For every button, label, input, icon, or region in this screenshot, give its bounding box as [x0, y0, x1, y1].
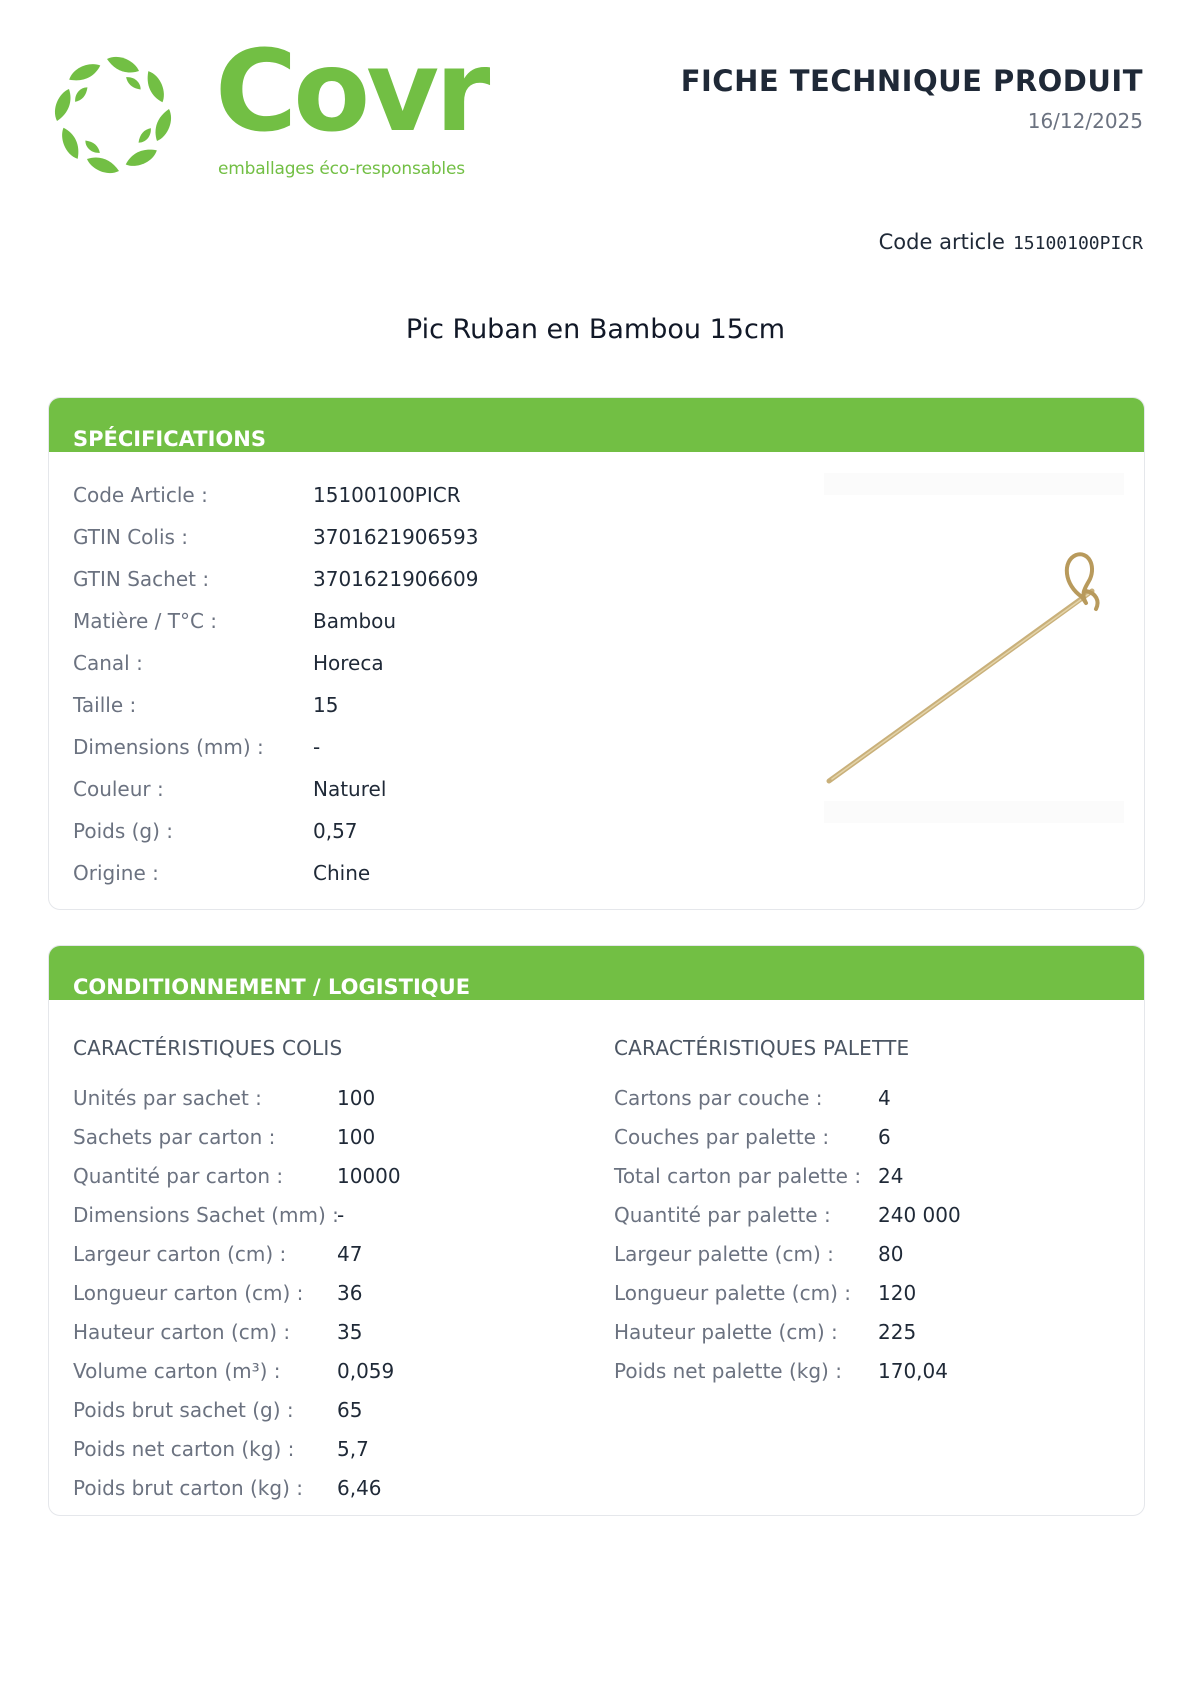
palette-row — [614, 1242, 1134, 1281]
colis-row — [73, 1203, 593, 1242]
colis-row — [73, 1398, 593, 1437]
palette-row — [614, 1281, 1134, 1320]
colis-label: Dimensions Sachet (mm) : — [73, 1203, 339, 1227]
specifications-header — [49, 398, 1144, 452]
spec-value: 15 — [313, 693, 339, 717]
company-logo — [48, 27, 488, 190]
spec-row — [73, 777, 673, 819]
palette-value: 4 — [878, 1086, 891, 1110]
colis-value: 0,059 — [337, 1359, 395, 1383]
spec-row — [73, 693, 673, 735]
palette-value: 80 — [878, 1242, 904, 1266]
spec-row — [73, 651, 673, 693]
palette-label: Hauteur palette (cm) : — [614, 1320, 838, 1344]
colis-value: 10000 — [337, 1164, 401, 1188]
colis-value: 100 — [337, 1125, 376, 1149]
specifications-heading: SPÉCIFICATIONS — [73, 427, 266, 451]
spec-label: Code Article : — [73, 483, 208, 507]
bamboo-pick-image — [824, 473, 1124, 823]
palette-row — [614, 1359, 1134, 1398]
colis-value: 65 — [337, 1398, 363, 1422]
palette-label: Longueur palette (cm) : — [614, 1281, 851, 1305]
spec-row — [73, 735, 673, 777]
colis-label: Hauteur carton (cm) : — [73, 1320, 291, 1344]
document-date: 16/12/2025 — [1027, 109, 1143, 133]
spec-row — [73, 525, 673, 567]
article-code-line — [879, 230, 1143, 254]
spec-row — [73, 861, 673, 903]
palette-label: Poids net palette (kg) : — [614, 1359, 842, 1383]
colis-row — [73, 1281, 593, 1320]
spec-value: 0,57 — [313, 819, 358, 843]
colis-value: 47 — [337, 1242, 363, 1266]
colis-column — [73, 1036, 593, 1515]
spec-value: Chine — [313, 861, 371, 885]
colis-row — [73, 1086, 593, 1125]
palette-row — [614, 1164, 1134, 1203]
spec-row — [73, 483, 673, 525]
logistics-header — [49, 946, 1144, 1000]
colis-value: 5,7 — [337, 1437, 369, 1461]
spec-row — [73, 609, 673, 651]
palette-value: 170,04 — [878, 1359, 948, 1383]
colis-label: Unités par sachet : — [73, 1086, 262, 1110]
colis-value: - — [337, 1203, 345, 1227]
specifications-list — [73, 483, 673, 903]
spec-label: Matière / T°C : — [73, 609, 218, 633]
colis-row — [73, 1164, 593, 1203]
logo-tagline: emballages éco-responsables — [218, 159, 465, 179]
document-title: FICHE TECHNIQUE PRODUIT — [680, 64, 1143, 98]
palette-label: Cartons par couche : — [614, 1086, 823, 1110]
palette-value: 240 000 — [878, 1203, 961, 1227]
spec-value: 15100100PICR — [313, 483, 461, 507]
colis-value: 6,46 — [337, 1476, 382, 1500]
leaf-ring-icon — [48, 50, 178, 180]
colis-label: Poids net carton (kg) : — [73, 1437, 295, 1461]
colis-row — [73, 1242, 593, 1281]
palette-row — [614, 1320, 1134, 1359]
palette-row — [614, 1125, 1134, 1164]
spec-label: GTIN Colis : — [73, 525, 189, 549]
palette-column — [614, 1036, 1134, 1398]
spec-label: Couleur : — [73, 777, 164, 801]
logistics-heading: CONDITIONNEMENT / LOGISTIQUE — [73, 975, 471, 999]
colis-label: Quantité par carton : — [73, 1164, 284, 1188]
spec-row — [73, 567, 673, 609]
palette-value: 24 — [878, 1164, 904, 1188]
palette-label: Total carton par palette : — [614, 1164, 862, 1188]
spec-label: Dimensions (mm) : — [73, 735, 264, 759]
spec-label: Canal : — [73, 651, 143, 675]
colis-value: 35 — [337, 1320, 363, 1344]
colis-label: Poids brut sachet (g) : — [73, 1398, 294, 1422]
spec-value: 3701621906609 — [313, 567, 479, 591]
palette-label: Largeur palette (cm) : — [614, 1242, 834, 1266]
spec-value: Bambou — [313, 609, 397, 633]
palette-row — [614, 1086, 1134, 1125]
colis-label: Volume carton (m³) : — [73, 1359, 281, 1383]
spec-value: - — [313, 735, 321, 759]
colis-label: Sachets par carton : — [73, 1125, 276, 1149]
colis-row — [73, 1359, 593, 1398]
palette-value: 225 — [878, 1320, 917, 1344]
spec-label: Origine : — [73, 861, 159, 885]
logistics-section — [48, 945, 1145, 1516]
colis-row — [73, 1476, 593, 1515]
product-title: Pic Ruban en Bambou 15cm — [405, 314, 786, 345]
spec-value: Naturel — [313, 777, 387, 801]
colis-label: Longueur carton (cm) : — [73, 1281, 304, 1305]
spec-value: 3701621906593 — [313, 525, 479, 549]
palette-value: 120 — [878, 1281, 917, 1305]
spec-value: Horeca — [313, 651, 384, 675]
spec-label: Taille : — [73, 693, 137, 717]
palette-label: Couches par palette : — [614, 1125, 830, 1149]
article-code-value: 15100100PICR — [1012, 233, 1143, 254]
colis-row — [73, 1437, 593, 1476]
colis-value: 100 — [337, 1086, 376, 1110]
spec-row — [73, 819, 673, 861]
palette-value: 6 — [878, 1125, 891, 1149]
colis-title: CARACTÉRISTIQUES COLIS — [73, 1036, 343, 1060]
specifications-section — [48, 397, 1145, 910]
colis-label: Largeur carton (cm) : — [73, 1242, 287, 1266]
spec-label: GTIN Sachet : — [73, 567, 210, 591]
colis-row — [73, 1125, 593, 1164]
palette-row — [614, 1203, 1134, 1242]
colis-value: 36 — [337, 1281, 363, 1305]
article-code-label: Code article — [878, 230, 1005, 254]
logo-wordmark: Covr — [215, 27, 487, 157]
colis-label: Poids brut carton (kg) : — [73, 1476, 303, 1500]
palette-title: CARACTÉRISTIQUES PALETTE — [614, 1036, 910, 1060]
palette-label: Quantité par palette : — [614, 1203, 831, 1227]
spec-label: Poids (g) : — [73, 819, 174, 843]
colis-row — [73, 1320, 593, 1359]
